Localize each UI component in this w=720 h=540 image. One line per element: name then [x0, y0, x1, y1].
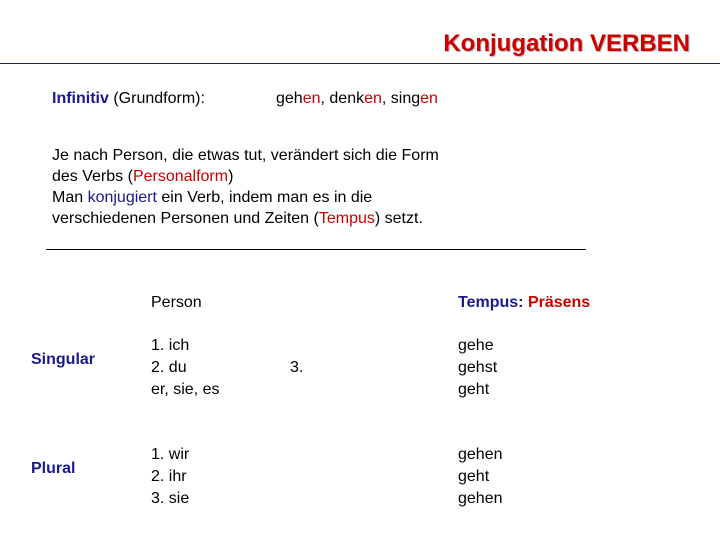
text-span: ein Verb, indem man es in die [156, 189, 373, 206]
plural-persons [151, 444, 189, 510]
example-stem: geh [276, 90, 303, 107]
text-span: verschiedenen Personen und Zeiten ( [52, 210, 319, 227]
separator: , [381, 90, 391, 107]
person-item: er, sie, es [151, 381, 220, 398]
person-item: 2. ihr [151, 468, 187, 485]
tempus-header [458, 292, 590, 313]
verb-form: geht [458, 381, 490, 398]
person-item: 1. ich [151, 337, 190, 354]
verb-form: geht [458, 468, 490, 485]
plural-forms [458, 444, 503, 510]
text-span: Man [52, 189, 88, 206]
highlight-term: Personalform [132, 168, 229, 185]
text-span: ) setzt. [374, 210, 423, 227]
page-title: Konjugation VERBEN [443, 30, 690, 57]
highlight-term: konjugiert [87, 189, 157, 206]
verb-form: gehe [458, 337, 494, 354]
example-ending: en [364, 90, 382, 107]
paragraph-line [52, 208, 439, 229]
highlight-term: Tempus [318, 210, 375, 227]
title-divider [0, 63, 720, 64]
singular-forms [458, 335, 497, 401]
tempus-label: Tempus: [458, 294, 524, 311]
text-span: des Verbs ( [52, 168, 133, 185]
tempus-value: Präsens [527, 294, 591, 311]
explanation-paragraph [52, 145, 439, 229]
paragraph-line: Je nach Person, die etwas tut, verändert sich die Form [52, 147, 439, 164]
person-header: Person [151, 294, 202, 311]
person-item: 2. du [151, 359, 187, 376]
infinitiv-examples [276, 88, 438, 109]
paragraph-line [52, 166, 439, 187]
person-item: 3. sie [151, 490, 190, 507]
example-ending: en [420, 90, 438, 107]
person-item: 1. wir [151, 446, 190, 463]
infinitiv-label-line [52, 88, 205, 109]
paragraph-line [52, 187, 439, 208]
singular-label: Singular [31, 351, 96, 368]
example-stem: sing [390, 90, 421, 107]
text-span: ) [228, 168, 234, 185]
singular-persons [151, 335, 219, 401]
verb-form: gehen [458, 446, 503, 463]
verb-form: gehst [458, 359, 498, 376]
verb-form: gehen [458, 490, 503, 507]
example-ending: en [302, 90, 321, 107]
separator: , [320, 90, 330, 107]
infinitiv-label: Infinitiv [52, 90, 109, 107]
middle-note: 3. [290, 359, 304, 376]
example-stem: denk [329, 90, 365, 107]
paragraph-divider [46, 249, 586, 250]
plural-label: Plural [31, 460, 76, 477]
infinitiv-paren: (Grundform): [113, 90, 205, 107]
